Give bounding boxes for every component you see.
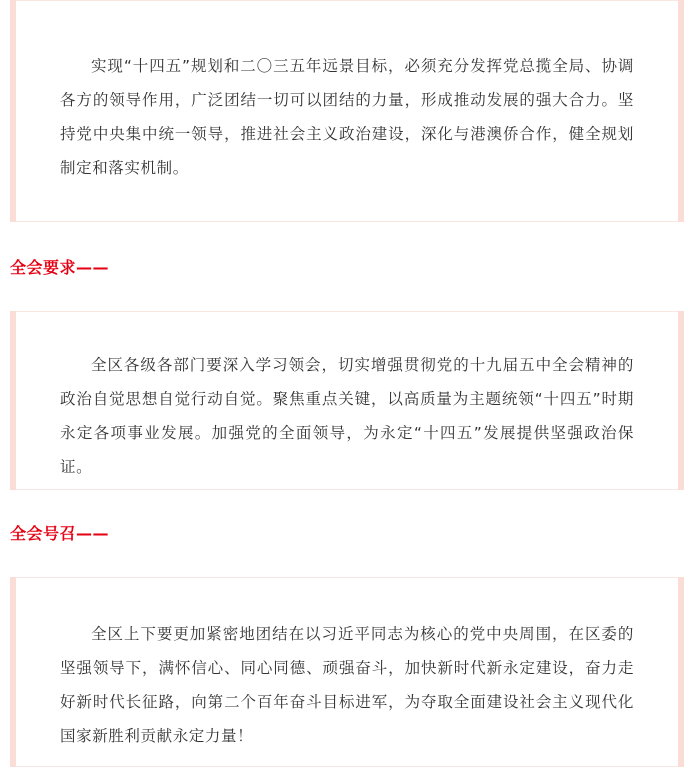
requirements-card — [10, 311, 684, 490]
requirements-paragraph: 全区各级各部门要深入学习领会，切实增强贯彻党的十九届五中全会精神的政治自觉思想自觉行动自觉。聚焦重点关键，以高质量为主题统领“十四五”时期永定各项事业发展。加强党的全面领导，为永定“十四五”发展提供坚强政治保证。 — [60, 356, 634, 476]
requirements-heading: 全会要求—— — [10, 258, 110, 277]
call-heading: 全会号召—— — [10, 524, 110, 543]
intro-card — [10, 0, 684, 222]
intro-paragraph: 实现“十四五”规划和二〇三五年远景目标，必须充分发挥党总揽全局、协调各方的领导作用，广泛团结一切可以团结的力量，形成推动发展的强大合力。坚持党中央集中统一领导，推进社会主义政治建设，深化与港澳侨合作，健全规划制定和落实机制。 — [60, 57, 634, 177]
call-card — [10, 577, 684, 767]
call-paragraph: 全区上下要更加紧密地团结在以习近平同志为核心的党中央周围，在区委的坚强领导下，满怀信心、同心同德、顽强奋斗，加快新时代新永定建设，奋力走好新时代长征路，向第二个百年奋斗目标进军，为夺取全面建设社会主义现代化国家新胜利贡献永定力量！ — [60, 625, 634, 745]
